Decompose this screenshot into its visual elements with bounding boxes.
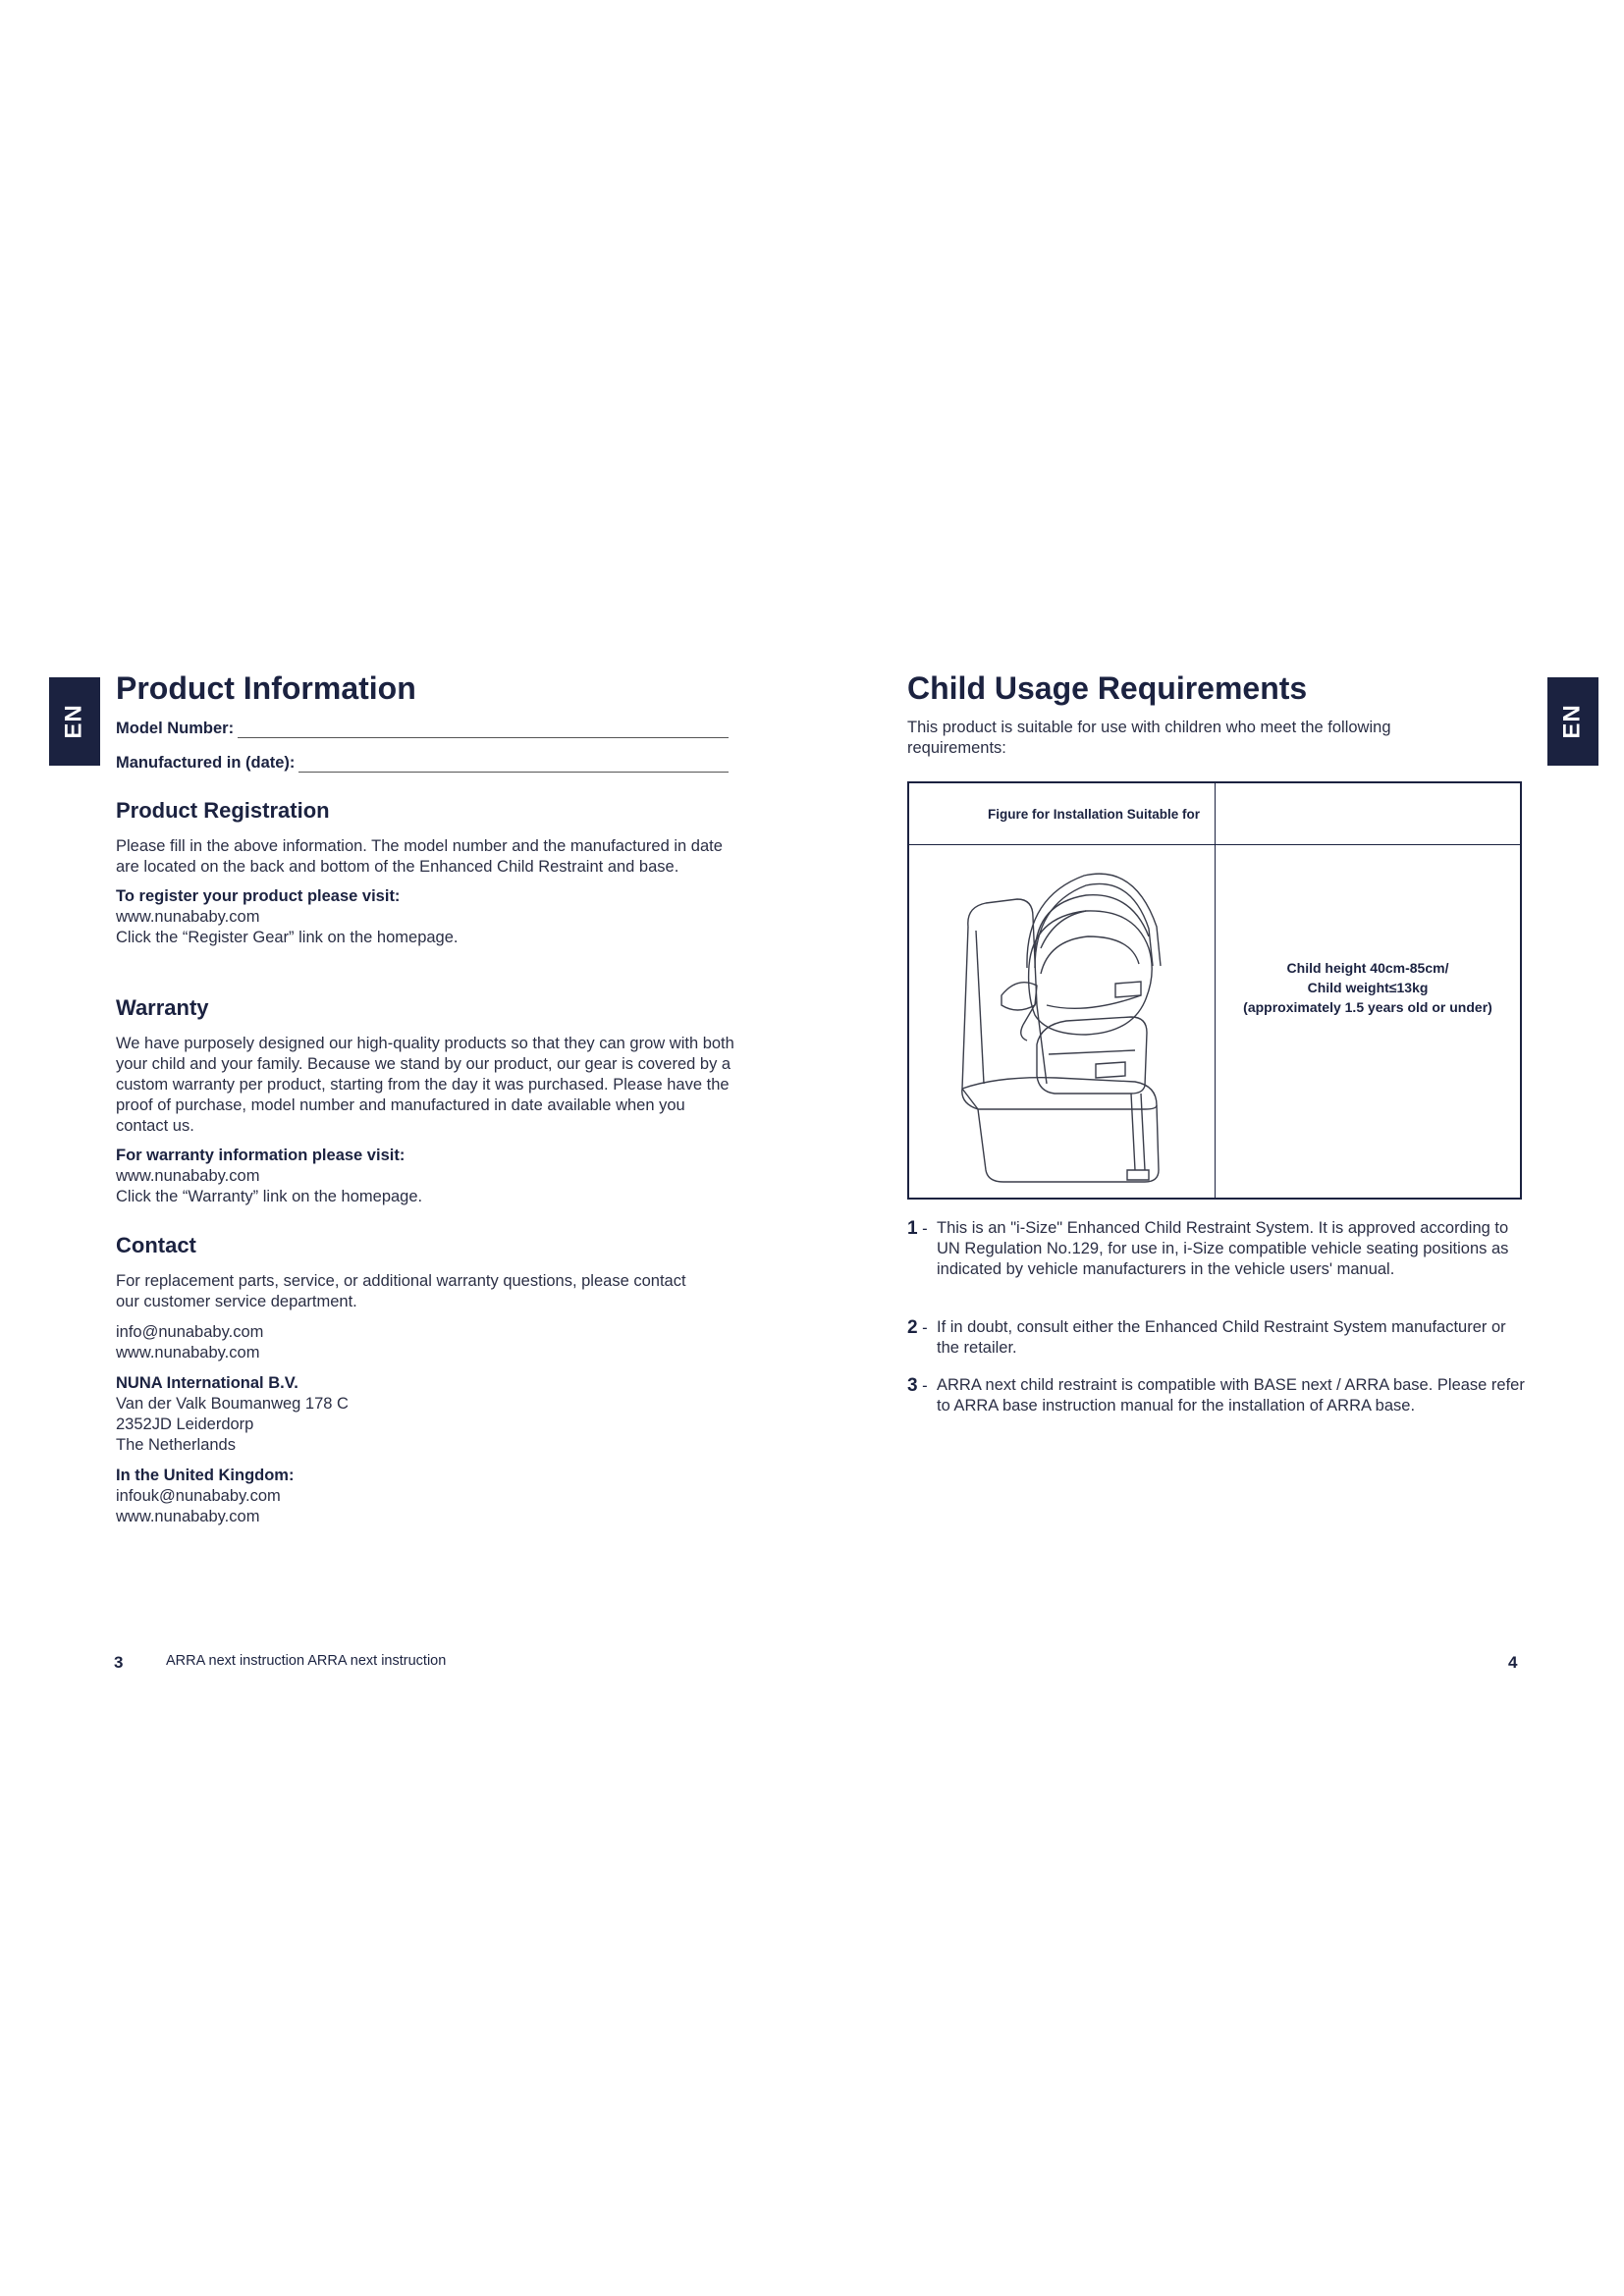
- child-weight-requirement: Child weight≤13kg: [1307, 980, 1429, 995]
- child-height-requirement: Child height 40cm-85cm/: [1286, 960, 1449, 976]
- page-title: Product Information: [116, 670, 416, 706]
- warranty-section: [116, 995, 740, 1207]
- registration-click-text: Click the “Register Gear” link on the homepage.: [116, 929, 459, 947]
- registration-paragraph: Please fill in the above information. The model number and the manufactured in date are located on the back and bottom of the Enhanced Child Restraint and base.: [116, 837, 723, 877]
- manufactured-date-line: [298, 754, 729, 773]
- item-text: This is an "i-Size" Enhanced Child Restraint System. It is approved according to UN Regulation No.129, for use in, i-Size compatible vehicle seating positions as indicated by vehicle manufacturers in the vehicle users' manual.: [937, 1219, 1509, 1278]
- list-item: 2 - If in doubt, consult either the Enhanced Child Restraint System manufacturer or the retailer.: [907, 1317, 1530, 1359]
- registration-url: www.nunababy.com: [116, 908, 260, 927]
- table-header-figure: Figure for Installation Suitable for: [988, 807, 1201, 822]
- list-item: 1 - This is an "i-Size" Enhanced Child Restraint System. It is approved according to UN Regulation No.129, for use in, i-Size compatible vehicle seating positions as indicated by vehicle manufacturers in the vehicle users' manual.: [907, 1218, 1530, 1280]
- uk-label: In the United Kingdom:: [116, 1467, 295, 1485]
- child-age-requirement: (approximately 1.5 years old or under): [1243, 999, 1492, 1015]
- registration-heading: Product Registration: [116, 798, 330, 823]
- address-line-2: 2352JD Leiderdorp: [116, 1415, 254, 1434]
- item-number: 2: [907, 1317, 918, 1338]
- uk-email: infouk@nunababy.com: [116, 1487, 281, 1506]
- item-text: If in doubt, consult either the Enhanced Child Restraint System manufacturer or the retailer.: [937, 1318, 1506, 1357]
- model-number-row: [116, 720, 729, 738]
- warranty-click-text: Click the “Warranty” link on the homepage.: [116, 1188, 423, 1206]
- language-tab-label: EN: [61, 704, 87, 739]
- item-number: 1: [907, 1218, 918, 1239]
- warranty-heading: Warranty: [116, 995, 209, 1020]
- contact-paragraph: For replacement parts, service, or additional warranty questions, please contact our customer service department.: [116, 1272, 686, 1311]
- contact-heading: Contact: [116, 1233, 196, 1257]
- contact-section: [116, 1233, 740, 1527]
- product-information-section: [116, 671, 740, 773]
- child-requirements: [1216, 958, 1520, 1017]
- language-tab-left: [49, 677, 100, 766]
- footer-document-title: ARRA next instruction ARRA next instruction: [166, 1653, 447, 1669]
- model-number-label: Model Number:: [116, 720, 235, 738]
- company-name: NUNA International B.V.: [116, 1374, 298, 1393]
- contact-email: info@nunababy.com: [116, 1323, 264, 1342]
- registration-visit-label: To register your product please visit:: [116, 887, 401, 906]
- contact-url: www.nunababy.com: [116, 1344, 260, 1362]
- address-line-1: Van der Valk Boumanweg 178 C: [116, 1395, 349, 1414]
- address-line-3: The Netherlands: [116, 1436, 236, 1455]
- product-registration-section: [116, 798, 740, 948]
- warranty-visit-label: For warranty information please visit:: [116, 1147, 406, 1165]
- car-seat-illustration: [939, 858, 1194, 1192]
- child-usage-section: [907, 671, 1516, 759]
- car-seat-icon: [939, 858, 1194, 1192]
- item-text: ARRA next child restraint is compatible with BASE next / ARRA base. Please refer to ARRA base instruction manual for the installation of ARRA base.: [937, 1376, 1525, 1415]
- list-item: 3 - ARRA next child restraint is compatible with BASE next / ARRA base. Please refer to ARRA base instruction manual for the installation of ARRA base.: [907, 1375, 1530, 1416]
- manufactured-date-row: [116, 754, 729, 773]
- language-tab-label: EN: [1559, 704, 1586, 739]
- intro-paragraph: This product is suitable for use with children who meet the following requirements:: [907, 719, 1391, 758]
- model-number-line: [238, 720, 729, 738]
- warranty-url: www.nunababy.com: [116, 1167, 260, 1186]
- right-page-title: Child Usage Requirements: [907, 670, 1308, 706]
- uk-url: www.nunababy.com: [116, 1508, 260, 1526]
- language-tab-right: [1547, 677, 1598, 766]
- warranty-paragraph: We have purposely designed our high-quality products so that they can grow with both your child and your family. Because we stand by our product, our gear is covered by a custom warranty per product, starting from the day it was purchased. Please have the proof of purchase, model number and manufactured in date available when you contact us.: [116, 1035, 734, 1136]
- table-row-divider: [909, 844, 1520, 845]
- requirements-table: [907, 781, 1522, 1200]
- footer-page-number-left: 3: [114, 1653, 124, 1672]
- footer-page-number-right: 4: [1508, 1653, 1518, 1672]
- item-number: 3: [907, 1375, 918, 1396]
- manufactured-date-label: Manufactured in (date):: [116, 754, 296, 773]
